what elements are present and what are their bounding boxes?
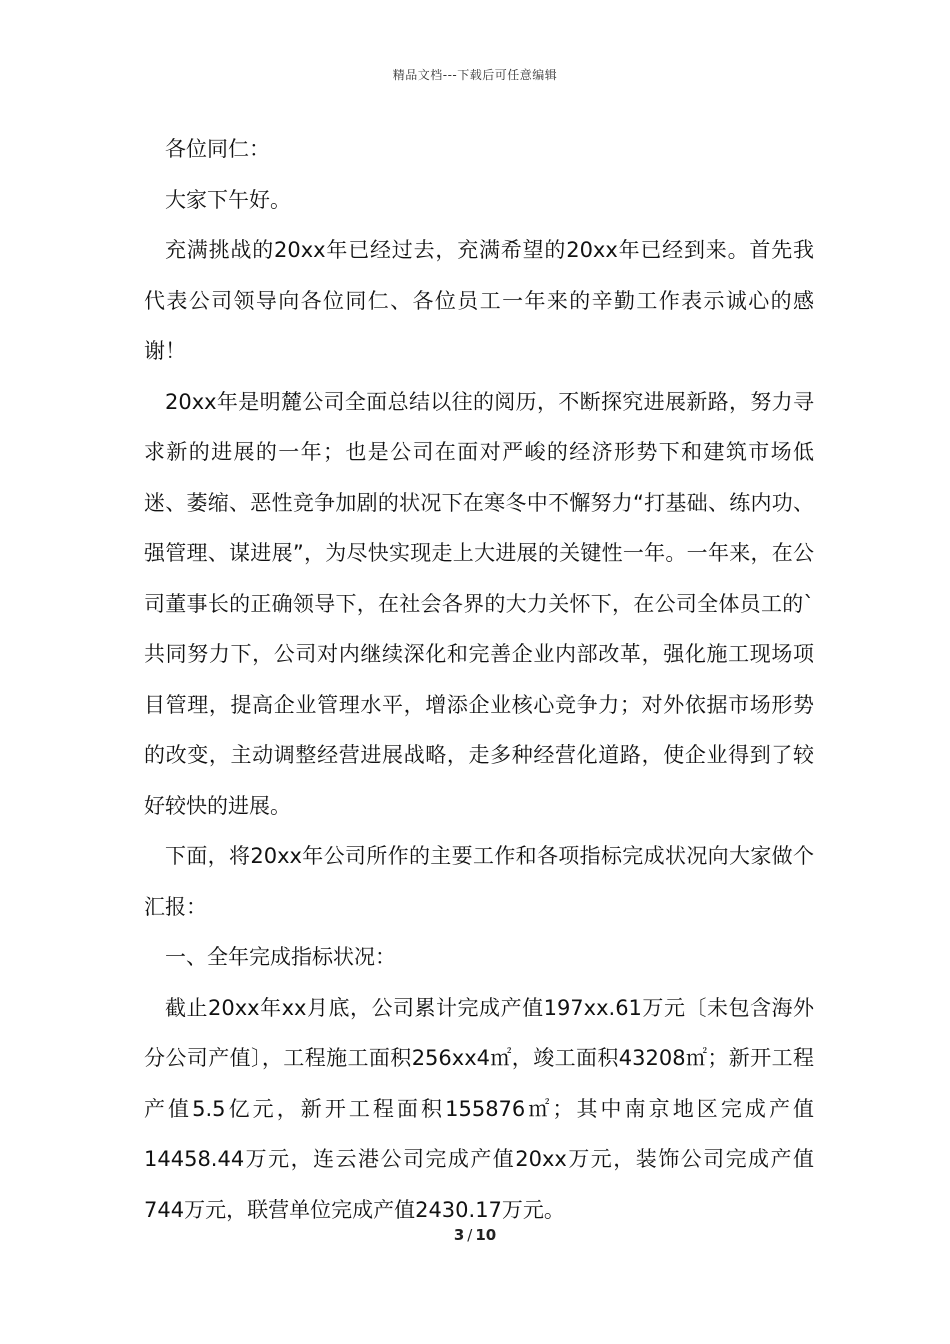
salutation: 各位同仁： bbox=[165, 137, 270, 161]
page-header: 精品文档---下载后可任意编辑 bbox=[392, 68, 558, 82]
paragraph-indicators: 截止20xx年xx月底，公司累计完成产值197xx.61万元〔未包含海外分公司产值〕，工程施工面积256xx4㎡，竣工面积43208㎡；新开工程产值5.5亿元，新开工程面积155876㎡；其中南京地区完成产值14458.44万元，连云港公司完成产值20xx万元，装饰公司完成产值744万元，联营单位完成产值2430.17万元。 bbox=[144, 995, 814, 1222]
document-body bbox=[144, 124, 814, 1235]
current-page-number: 3 bbox=[453, 1226, 465, 1244]
page-number bbox=[0, 1226, 950, 1244]
greeting: 大家下午好。 bbox=[165, 187, 291, 212]
paragraph-intro: 充满挑战的20xx年已经过去，充满希望的20xx年已经到来。首先我代表公司领导向各位同仁、各位员工一年来的辛勤工作表示诚心的感谢！ bbox=[144, 238, 814, 363]
page-separator: / bbox=[467, 1226, 473, 1244]
paragraph-report-lead: 下面，将20xx年公司所作的主要工作和各项指标完成状况向大家做个汇报： bbox=[144, 844, 814, 919]
section-heading: 一、全年完成指标状况： bbox=[165, 945, 396, 969]
paragraph-year-summary: 20xx年是明麓公司全面总结以往的阅历，不断探究进展新路，努力寻求新的进展的一年；也是公司在面对严峻的经济形势下和建筑市场低迷、萎缩、恶性竞争加剧的状况下在寒冬中不懈努力“打基础、练内功、强管理、谋进展”，为尽快实现走上大进展的关键性一年。一年来，在公司董事长的正确领导下，在社会各界的大力关怀下，在公司全体员工的`共同努力下，公司对内继续深化和完善企业内部改革，强化施工现场项目管理，提高企业管理水平，增添企业核心竞争力；对外依据市场形势的改变，主动调整经营进展战略，走多种经营化道路，使企业得到了较好较快的进展。 bbox=[144, 389, 814, 818]
total-page-count: 10 bbox=[475, 1226, 497, 1244]
